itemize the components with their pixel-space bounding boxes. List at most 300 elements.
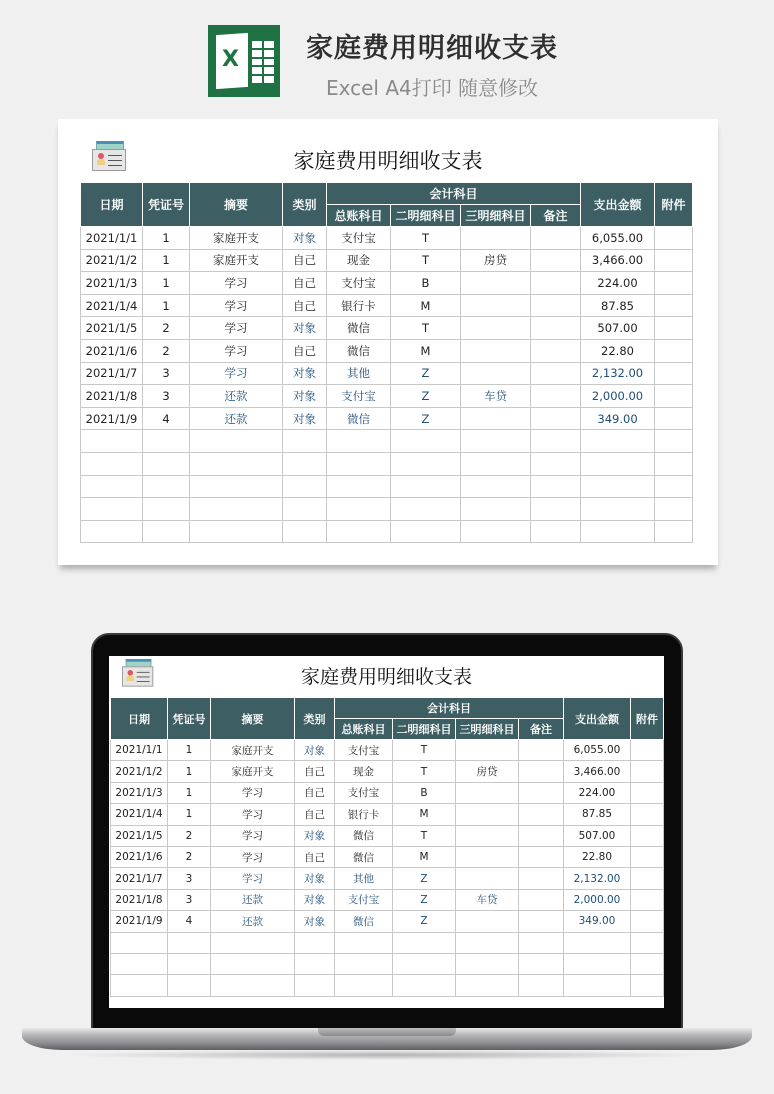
cell-empty[interactable]: [393, 932, 456, 953]
cell-sub-detail-2[interactable]: Z: [391, 407, 461, 430]
cell-amount[interactable]: 349.00: [581, 407, 655, 430]
cell-ledger[interactable]: 支付宝: [335, 782, 393, 803]
cell-attachment[interactable]: [631, 740, 664, 761]
cell-summary[interactable]: 家庭开支: [190, 249, 283, 272]
cell-category[interactable]: 自己: [295, 761, 335, 782]
table-row: [111, 761, 664, 782]
cell-date[interactable]: 2021/1/1: [81, 227, 143, 250]
cell-category[interactable]: 自己: [295, 846, 335, 867]
cell-category[interactable]: 对象: [295, 911, 335, 932]
cell-empty[interactable]: [168, 975, 211, 996]
cell-remark[interactable]: [519, 782, 564, 803]
cell-sub-detail-2[interactable]: M: [393, 846, 456, 867]
cell-voucher[interactable]: 1: [143, 272, 190, 295]
cell-date[interactable]: 2021/1/3: [81, 272, 143, 295]
cell-sub-detail-3[interactable]: [456, 740, 519, 761]
cell-attachment[interactable]: [631, 782, 664, 803]
cell-ledger[interactable]: 其他: [335, 868, 393, 889]
cell-attachment[interactable]: [631, 761, 664, 782]
cell-summary[interactable]: 还款: [190, 385, 283, 408]
col-summary: 摘要: [190, 183, 283, 227]
cell-ledger[interactable]: 现金: [335, 761, 393, 782]
cell-empty[interactable]: [631, 975, 664, 996]
cell-empty[interactable]: [190, 430, 283, 453]
cell-summary[interactable]: 还款: [211, 889, 295, 910]
cell-empty[interactable]: [143, 520, 190, 543]
cell-empty[interactable]: [531, 475, 581, 498]
cell-amount[interactable]: 2,000.00: [581, 385, 655, 408]
cell-ledger[interactable]: 微信: [335, 825, 393, 846]
cell-attachment[interactable]: [655, 407, 693, 430]
col-attachment: 附件: [631, 698, 664, 740]
cell-remark[interactable]: [531, 362, 581, 385]
cell-attachment[interactable]: [655, 339, 693, 362]
cell-empty[interactable]: [211, 975, 295, 996]
cell-sub-detail-2[interactable]: T: [391, 317, 461, 340]
cell-empty[interactable]: [190, 452, 283, 475]
cell-summary[interactable]: 家庭开支: [211, 761, 295, 782]
cell-attachment[interactable]: [631, 804, 664, 825]
cell-sub-detail-3[interactable]: [456, 804, 519, 825]
table-row: [81, 339, 693, 362]
excel-logo-letter: X: [222, 47, 239, 72]
cell-sub-detail-3[interactable]: [456, 846, 519, 867]
cell-sub-detail-3[interactable]: [461, 317, 531, 340]
cell-voucher[interactable]: 2: [168, 825, 211, 846]
cell-ledger[interactable]: 微信: [335, 911, 393, 932]
cell-empty[interactable]: [283, 520, 327, 543]
cell-amount[interactable]: 87.85: [564, 804, 631, 825]
cell-empty[interactable]: [461, 452, 531, 475]
cell-empty[interactable]: [111, 932, 168, 953]
cell-amount[interactable]: 87.85: [581, 294, 655, 317]
cell-sub-detail-2[interactable]: T: [393, 825, 456, 846]
cell-empty[interactable]: [391, 475, 461, 498]
cell-date[interactable]: 2021/1/9: [81, 407, 143, 430]
cell-category[interactable]: 对象: [283, 317, 327, 340]
col-sub-detail-2: 二明细科目: [391, 205, 461, 227]
cell-voucher[interactable]: 4: [143, 407, 190, 430]
cell-empty[interactable]: [283, 498, 327, 521]
cell-empty[interactable]: [564, 932, 631, 953]
cell-summary[interactable]: 学习: [211, 868, 295, 889]
table-row: [111, 868, 664, 889]
empty-row: [81, 520, 693, 543]
cell-date[interactable]: 2021/1/7: [81, 362, 143, 385]
cell-amount[interactable]: 507.00: [564, 825, 631, 846]
cell-empty[interactable]: [655, 475, 693, 498]
cell-sub-detail-3[interactable]: 车贷: [456, 889, 519, 910]
cell-empty[interactable]: [531, 430, 581, 453]
cell-category[interactable]: 对象: [295, 740, 335, 761]
cell-empty[interactable]: [168, 953, 211, 974]
cell-sub-detail-2[interactable]: Z: [393, 868, 456, 889]
cell-remark[interactable]: [531, 339, 581, 362]
cell-date[interactable]: 2021/1/1: [111, 740, 168, 761]
cell-empty[interactable]: [327, 498, 391, 521]
table-row: [81, 249, 693, 272]
cell-date[interactable]: 2021/1/2: [81, 249, 143, 272]
cell-amount[interactable]: 2,132.00: [564, 868, 631, 889]
cell-remark[interactable]: [531, 385, 581, 408]
cell-empty[interactable]: [211, 953, 295, 974]
col-accounts-group: 会计科目: [335, 698, 564, 719]
cell-summary[interactable]: 家庭开支: [211, 740, 295, 761]
cell-attachment[interactable]: [655, 317, 693, 340]
cell-ledger[interactable]: 支付宝: [327, 385, 391, 408]
cell-attachment[interactable]: [631, 846, 664, 867]
cell-attachment[interactable]: [655, 362, 693, 385]
cell-attachment[interactable]: [631, 889, 664, 910]
cell-ledger[interactable]: 银行卡: [327, 294, 391, 317]
cell-empty[interactable]: [531, 520, 581, 543]
col-sub-detail-3: 三明细科目: [456, 719, 519, 740]
cell-date[interactable]: 2021/1/2: [111, 761, 168, 782]
cell-ledger[interactable]: 其他: [327, 362, 391, 385]
cell-empty[interactable]: [655, 498, 693, 521]
cell-category[interactable]: 对象: [295, 868, 335, 889]
cell-empty[interactable]: [393, 953, 456, 974]
cell-remark[interactable]: [519, 868, 564, 889]
cell-attachment[interactable]: [655, 227, 693, 250]
cell-voucher[interactable]: 1: [143, 227, 190, 250]
cell-sub-detail-2[interactable]: T: [391, 227, 461, 250]
cell-voucher[interactable]: 2: [143, 339, 190, 362]
cell-voucher[interactable]: 4: [168, 911, 211, 932]
cell-remark[interactable]: [519, 761, 564, 782]
cell-sub-detail-3[interactable]: 房贷: [456, 761, 519, 782]
cell-empty[interactable]: [461, 475, 531, 498]
cell-attachment[interactable]: [631, 868, 664, 889]
cell-amount[interactable]: 3,466.00: [564, 761, 631, 782]
cell-amount[interactable]: 2,000.00: [564, 889, 631, 910]
cell-empty[interactable]: [461, 498, 531, 521]
col-attachment: 附件: [655, 183, 693, 227]
cell-sub-detail-3[interactable]: 车贷: [461, 385, 531, 408]
cell-empty[interactable]: [581, 452, 655, 475]
cell-empty[interactable]: [190, 498, 283, 521]
cell-category[interactable]: 对象: [283, 407, 327, 430]
cell-amount[interactable]: 224.00: [564, 782, 631, 803]
cell-sub-detail-3[interactable]: [461, 407, 531, 430]
cell-empty[interactable]: [581, 498, 655, 521]
cell-summary[interactable]: 学习: [190, 294, 283, 317]
cell-ledger[interactable]: 支付宝: [327, 227, 391, 250]
col-category: 类别: [295, 698, 335, 740]
cell-empty[interactable]: [295, 975, 335, 996]
cell-category[interactable]: 自己: [295, 804, 335, 825]
cell-sub-detail-3[interactable]: 房贷: [461, 249, 531, 272]
cell-empty[interactable]: [283, 452, 327, 475]
cell-summary[interactable]: 还款: [211, 911, 295, 932]
cell-amount[interactable]: 3,466.00: [581, 249, 655, 272]
cell-empty[interactable]: [461, 430, 531, 453]
cell-empty[interactable]: [295, 953, 335, 974]
cell-empty[interactable]: [564, 975, 631, 996]
cell-sub-detail-2[interactable]: Z: [393, 889, 456, 910]
cell-voucher[interactable]: 3: [143, 385, 190, 408]
cell-remark[interactable]: [519, 804, 564, 825]
cell-empty[interactable]: [655, 430, 693, 453]
cell-summary[interactable]: 还款: [190, 407, 283, 430]
cell-date[interactable]: 2021/1/4: [81, 294, 143, 317]
cell-sub-detail-2[interactable]: B: [391, 272, 461, 295]
cell-date[interactable]: 2021/1/5: [81, 317, 143, 340]
cell-sub-detail-2[interactable]: Z: [391, 362, 461, 385]
table-row: [81, 272, 693, 295]
cell-voucher[interactable]: 1: [143, 294, 190, 317]
cell-empty[interactable]: [143, 452, 190, 475]
cell-category[interactable]: 对象: [283, 227, 327, 250]
cell-category[interactable]: 对象: [295, 825, 335, 846]
cell-remark[interactable]: [519, 740, 564, 761]
cell-sub-detail-2[interactable]: T: [391, 249, 461, 272]
cell-empty[interactable]: [456, 932, 519, 953]
col-remark: 备注: [531, 205, 581, 227]
cell-empty[interactable]: [327, 452, 391, 475]
cell-voucher[interactable]: 3: [143, 362, 190, 385]
cell-empty[interactable]: [143, 498, 190, 521]
empty-row: [111, 932, 664, 953]
cell-remark[interactable]: [531, 227, 581, 250]
empty-row: [111, 953, 664, 974]
banner-title: 家庭费用明细收支表: [306, 33, 558, 64]
cell-amount[interactable]: 6,055.00: [581, 227, 655, 250]
cell-sub-detail-3[interactable]: [461, 294, 531, 317]
cell-empty[interactable]: [564, 953, 631, 974]
excel-logo-icon: [208, 25, 280, 97]
cell-voucher[interactable]: 1: [168, 761, 211, 782]
cell-empty[interactable]: [519, 932, 564, 953]
cell-attachment[interactable]: [655, 249, 693, 272]
cell-sub-detail-2[interactable]: Z: [393, 911, 456, 932]
cell-date[interactable]: 2021/1/6: [111, 846, 168, 867]
empty-row: [81, 498, 693, 521]
cell-date[interactable]: 2021/1/7: [111, 868, 168, 889]
cell-empty[interactable]: [581, 520, 655, 543]
cell-empty[interactable]: [461, 520, 531, 543]
cell-summary[interactable]: 学习: [190, 362, 283, 385]
cell-empty[interactable]: [335, 975, 393, 996]
cell-date[interactable]: 2021/1/3: [111, 782, 168, 803]
expense-table: [80, 182, 693, 543]
cell-sub-detail-3[interactable]: [456, 868, 519, 889]
cell-date[interactable]: 2021/1/4: [111, 804, 168, 825]
cell-amount[interactable]: 507.00: [581, 317, 655, 340]
cell-empty[interactable]: [143, 430, 190, 453]
cell-empty[interactable]: [143, 475, 190, 498]
cell-remark[interactable]: [519, 911, 564, 932]
cell-date[interactable]: 2021/1/5: [111, 825, 168, 846]
cell-empty[interactable]: [581, 475, 655, 498]
col-summary: 摘要: [211, 698, 295, 740]
cell-ledger[interactable]: 银行卡: [335, 804, 393, 825]
cell-empty[interactable]: [456, 953, 519, 974]
cell-sub-detail-2[interactable]: T: [393, 740, 456, 761]
cell-empty[interactable]: [111, 953, 168, 974]
cell-category[interactable]: 自己: [295, 782, 335, 803]
cell-remark[interactable]: [519, 846, 564, 867]
cell-sub-detail-3[interactable]: [456, 825, 519, 846]
cell-ledger[interactable]: 微信: [335, 846, 393, 867]
cell-sub-detail-2[interactable]: Z: [391, 385, 461, 408]
cell-voucher[interactable]: 3: [168, 889, 211, 910]
cell-empty[interactable]: [111, 975, 168, 996]
cell-ledger[interactable]: 微信: [327, 339, 391, 362]
cell-sub-detail-2[interactable]: M: [391, 294, 461, 317]
cell-summary[interactable]: 学习: [190, 272, 283, 295]
cell-voucher[interactable]: 2: [143, 317, 190, 340]
cell-empty[interactable]: [81, 430, 143, 453]
cell-empty[interactable]: [211, 932, 295, 953]
cell-date[interactable]: 2021/1/8: [111, 889, 168, 910]
cell-summary[interactable]: 学习: [211, 804, 295, 825]
table-row: [111, 911, 664, 932]
cell-empty[interactable]: [283, 475, 327, 498]
cell-sub-detail-3[interactable]: [461, 227, 531, 250]
cell-summary[interactable]: 学习: [211, 825, 295, 846]
cell-summary[interactable]: 学习: [211, 782, 295, 803]
cell-category[interactable]: 自己: [283, 294, 327, 317]
cell-category[interactable]: 自己: [283, 249, 327, 272]
cell-empty[interactable]: [81, 498, 143, 521]
cell-voucher[interactable]: 1: [168, 782, 211, 803]
cell-sub-detail-2[interactable]: B: [393, 782, 456, 803]
cell-summary[interactable]: 家庭开支: [190, 227, 283, 250]
cell-empty[interactable]: [190, 520, 283, 543]
cell-empty[interactable]: [531, 498, 581, 521]
cell-empty[interactable]: [81, 520, 143, 543]
cell-voucher[interactable]: 3: [168, 868, 211, 889]
cell-summary[interactable]: 学习: [211, 846, 295, 867]
cell-voucher[interactable]: 2: [168, 846, 211, 867]
cell-category[interactable]: 对象: [295, 889, 335, 910]
col-general-ledger: 总账科目: [327, 205, 391, 227]
cell-amount[interactable]: 349.00: [564, 911, 631, 932]
cell-ledger[interactable]: 现金: [327, 249, 391, 272]
cell-sub-detail-3[interactable]: [456, 782, 519, 803]
empty-row: [81, 452, 693, 475]
cell-amount[interactable]: 224.00: [581, 272, 655, 295]
cell-remark[interactable]: [519, 889, 564, 910]
cell-empty[interactable]: [190, 475, 283, 498]
empty-row: [111, 975, 664, 996]
cell-sub-detail-2[interactable]: M: [393, 804, 456, 825]
cell-sub-detail-3[interactable]: [456, 911, 519, 932]
table-row: [111, 782, 664, 803]
cell-empty[interactable]: [581, 430, 655, 453]
cell-empty[interactable]: [393, 975, 456, 996]
cell-summary[interactable]: 学习: [190, 317, 283, 340]
cell-category[interactable]: 自己: [283, 272, 327, 295]
cell-summary[interactable]: 学习: [190, 339, 283, 362]
cell-remark[interactable]: [531, 272, 581, 295]
cell-ledger[interactable]: 支付宝: [335, 889, 393, 910]
cell-empty[interactable]: [295, 932, 335, 953]
cell-voucher[interactable]: 1: [168, 740, 211, 761]
cell-empty[interactable]: [81, 475, 143, 498]
cell-attachment[interactable]: [655, 294, 693, 317]
cell-attachment[interactable]: [655, 385, 693, 408]
cell-empty[interactable]: [391, 498, 461, 521]
cell-ledger[interactable]: 支付宝: [327, 272, 391, 295]
sheet-preview-top: [58, 119, 718, 565]
cell-empty[interactable]: [283, 430, 327, 453]
cell-empty[interactable]: [456, 975, 519, 996]
cell-empty[interactable]: [655, 520, 693, 543]
cell-sub-detail-3[interactable]: [461, 362, 531, 385]
cell-ledger[interactable]: 微信: [327, 407, 391, 430]
cell-remark[interactable]: [531, 407, 581, 430]
cell-sub-detail-2[interactable]: T: [393, 761, 456, 782]
cell-empty[interactable]: [519, 975, 564, 996]
sheet-title: 家庭费用明细收支表: [293, 149, 483, 173]
cell-remark[interactable]: [531, 317, 581, 340]
cell-sub-detail-3[interactable]: [461, 339, 531, 362]
cell-category[interactable]: 自己: [283, 339, 327, 362]
cell-attachment[interactable]: [631, 911, 664, 932]
col-voucher: 凭证号: [168, 698, 211, 740]
banner-subtitle: Excel A4打印 随意修改: [326, 76, 539, 100]
cell-empty[interactable]: [168, 932, 211, 953]
cell-empty[interactable]: [327, 475, 391, 498]
empty-row: [81, 430, 693, 453]
cell-attachment[interactable]: [655, 272, 693, 295]
col-amount: 支出金额: [564, 698, 631, 740]
cell-empty[interactable]: [631, 953, 664, 974]
cell-empty[interactable]: [81, 452, 143, 475]
cell-empty[interactable]: [631, 932, 664, 953]
cell-empty[interactable]: [335, 953, 393, 974]
cell-amount[interactable]: 22.80: [581, 339, 655, 362]
laptop-notch: [318, 1028, 456, 1036]
cell-voucher[interactable]: 1: [143, 249, 190, 272]
cell-empty[interactable]: [327, 430, 391, 453]
cell-date[interactable]: 2021/1/6: [81, 339, 143, 362]
sheet-title: 家庭费用明细收支表: [300, 666, 472, 688]
cell-empty[interactable]: [391, 452, 461, 475]
cell-date[interactable]: 2021/1/9: [111, 911, 168, 932]
cell-remark[interactable]: [519, 825, 564, 846]
cell-empty[interactable]: [391, 520, 461, 543]
table-row: [81, 227, 693, 250]
cell-voucher[interactable]: 1: [168, 804, 211, 825]
table-row: [81, 407, 693, 430]
cell-remark[interactable]: [531, 249, 581, 272]
cell-sub-detail-3[interactable]: [461, 272, 531, 295]
cell-amount[interactable]: 22.80: [564, 846, 631, 867]
cell-category[interactable]: 对象: [283, 385, 327, 408]
cell-amount[interactable]: 2,132.00: [581, 362, 655, 385]
cell-ledger[interactable]: 支付宝: [335, 740, 393, 761]
cell-empty[interactable]: [391, 430, 461, 453]
cell-amount[interactable]: 6,055.00: [564, 740, 631, 761]
cell-ledger[interactable]: 微信: [327, 317, 391, 340]
cell-empty[interactable]: [327, 520, 391, 543]
cell-empty[interactable]: [531, 452, 581, 475]
cell-empty[interactable]: [335, 932, 393, 953]
cell-category[interactable]: 对象: [283, 362, 327, 385]
table-row: [81, 317, 693, 340]
cell-attachment[interactable]: [631, 825, 664, 846]
cell-empty[interactable]: [519, 953, 564, 974]
cell-date[interactable]: 2021/1/8: [81, 385, 143, 408]
col-category: 类别: [283, 183, 327, 227]
cell-sub-detail-2[interactable]: M: [391, 339, 461, 362]
cell-empty[interactable]: [655, 452, 693, 475]
cell-remark[interactable]: [531, 294, 581, 317]
col-accounts-group: 会计科目: [327, 183, 581, 205]
